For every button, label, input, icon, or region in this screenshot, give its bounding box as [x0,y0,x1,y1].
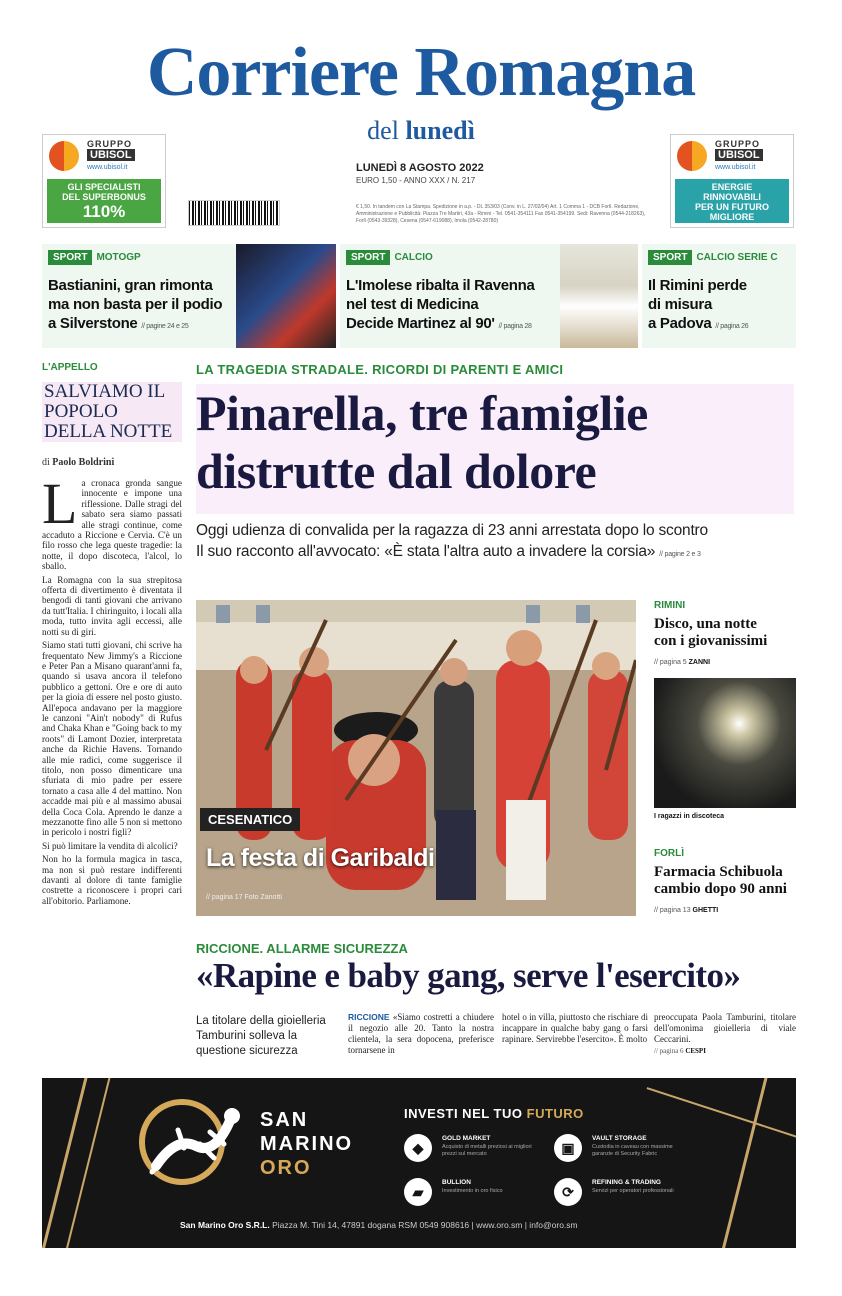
sport-headline-line: ma non basta per il podio [48,296,223,313]
sport-headline-line: Bastianini, gran rimonta [48,277,213,294]
ubisol-logo-icon [49,141,79,171]
gold-stripe [42,1078,92,1248]
bullion-icon: ▰ [404,1178,432,1206]
sport-headline-line: Il Rimini perde [648,277,747,294]
footer-contact: Piazza M. Tini 14, 47891 dogana RSM 0549 908616 | www.oro.sm | info@oro.sm [272,1220,578,1230]
barcode [188,200,280,226]
ubisol-group: GRUPPO [715,139,761,149]
brand-line: SAN [260,1109,309,1131]
riccione-kicker: RICCIONE. ALLARME SICUREZZA [196,941,408,956]
gold-stripe [59,1078,114,1248]
brand-line: ORO [260,1157,312,1179]
ubisol-line4: MIGLIORE [709,212,755,222]
riccione-col-1 [348,1012,494,1056]
dateline-label: RICCIONE [348,1012,390,1022]
title-line: con i giovanissimi [654,633,768,649]
masthead-sub-del: del [367,116,399,145]
ubisol-line1: ENERGIE [711,182,753,192]
page-ref: // pagina 13 [654,907,691,914]
deck-line: Il suo racconto all'avvocato: «È stata l'altra auto a invadere la corsia» [196,543,656,560]
title-line: cambio dopo 90 anni [654,881,787,897]
sport-headline-line: a Silverstone [48,315,138,332]
rimini-kicker: RIMINI [654,600,686,611]
sport-tag: SPORT [648,250,692,265]
san-marino-oro-ad[interactable] [42,1078,796,1248]
service-desc: Servizi per operatori professionali [592,1188,674,1194]
forli-kicker: FORLÌ [654,848,684,859]
sport-tag: SPORT [346,250,390,265]
page-ref: // pagina 6 [654,1047,684,1055]
headline-line: Pinarella, tre famiglie [196,385,648,441]
author: CESPI [685,1047,706,1055]
author: GHETTI [692,907,719,914]
invest-text: INVESTI NEL TUO [404,1106,523,1121]
ubisol-name: UBISOL [715,149,763,161]
vault-icon: ▣ [554,1134,582,1162]
issue-date: LUNEDÌ 8 AGOSTO 2022 [356,162,484,174]
service-title: VAULT STORAGE [592,1135,647,1142]
body-paragraph: a cronaca gronda sangue innocente e impone una riflessione. Dalle stragi del sabato sera siamo passati alle stragi continue, come accaduto a Riccione e Cervia. C'è un filo rosso che lega queste tragedie: la notte, il dopo discoteca, l'alcol, lo sballo. [42,478,182,572]
sport-category: CALCIO [394,252,433,263]
ubisol-line2: DEL SUPERBONUS [62,192,146,202]
ubisol-line3: PER UN FUTURO [695,202,769,212]
sport-page-ref: // pagina 26 [715,323,749,330]
ubisol-banner [675,179,789,223]
forli-page-ref [654,907,718,914]
ubisol-url: www.ubisol.it [87,164,128,171]
invest-future: FUTURO [526,1106,584,1121]
service-vault-storage [554,1134,714,1170]
ubisol-group: GRUPPO [87,139,133,149]
riccione-headline[interactable]: «Rapine e baby gang, serve l'esercito» [196,956,741,995]
appello-body [42,471,182,909]
gold-icon: ◆ [404,1134,432,1162]
ad-invest-heading [404,1106,584,1121]
service-title: BULLION [442,1179,471,1186]
sport-headline-line: di misura [648,296,712,313]
sport-headline-line: L'Imolese ribalta il Ravenna [346,277,535,294]
sport-category: CALCIO SERIE C [696,252,778,263]
service-desc: Investimento in oro fisico [442,1188,503,1194]
issue-price: EURO 1,50 - ANNO XXX / N. 217 [356,176,476,185]
sport-story-calcio[interactable] [340,244,638,348]
ubisol-line2: RINNOVABILI [703,192,761,202]
publisher-fine-print: € 1,50. In tandem con La Stampa. Spedizione in a.p. - DL 353/03 (Conv. in L. 27/02/04) Art. 1 Comma 1 - DCB Forlì. Redazione, Amministrazione e Pubblicità: Piazza Tre Martiri, 43a - Rimini - Tel. 0541-354111 Fax 0541-354199. Sedi: Ravenna (0544-218263), Forlì (0543-39328), Cesena (0547-619088), Imola (0542-28780) [356,204,646,224]
sport-headline [346,276,535,336]
body-paragraph: La Romagna con la sua strepitosa offerta di divertimento è diventata il bengodi di tanti giovani che arrivano da tutt'Italia. I chiringuito, i locali alla moda, tutto invita agli eccessi, alle notti su di giri. [42,574,182,637]
riccione-lead: La titolare della gioielleria Tamburini solleva la questione sicurezza [196,1015,326,1057]
masthead-title: Corriere Romagna [146,34,696,111]
sport-story-motogp[interactable] [42,244,336,348]
lead-headline[interactable] [196,384,794,514]
riccione-col-2: hotel o in villa, piuttosto che rischiare di incappare in qualche baby gang o farsi rapinare. Servirebbe l'esercito». È molto [502,1012,648,1044]
photo-credit: // pagina 17 Foto Zanotti [206,894,282,901]
photo-title[interactable]: La festa di Garibaldi [206,844,435,872]
body-text: preoccupata Paola Tamburini, titolare dell'omonima gioielleria di viale Ceccarini. [654,1012,796,1044]
service-bullion [404,1178,564,1214]
forli-title[interactable] [654,864,798,898]
ad-brand [260,1108,353,1180]
rimini-title[interactable] [654,616,798,650]
service-gold-market [404,1134,564,1170]
sport-headline-line: nel test di Medicina [346,296,479,313]
title-line: Farmacia Schibuola [654,864,783,880]
ubisol-ad-right[interactable] [670,134,794,228]
ubisol-ad-left[interactable] [42,134,166,228]
ubisol-line1: GLI SPECIALISTI [67,182,141,192]
ubisol-big: 110% [82,202,126,221]
lead-page-ref: // pagine 2 e 3 [659,551,701,558]
disco-photo [654,678,796,808]
service-title: REFINING & TRADING [592,1179,661,1186]
byline-prefix: di [42,457,50,468]
body-paragraph: Non ho la formula magica in tasca, ma non si può restare indifferenti davanti al dolore di tante famiglie costrette a riconoscere i propri cari all'obitorio. Parliamone. [42,854,182,906]
sport-headline [48,276,222,336]
service-desc: Acquisto di metalli preziosi ai migliori prezzi sul mercato [442,1144,532,1157]
lead-kicker: LA TRAGEDIA STRADALE. RICORDI DI PARENTI E AMICI [196,362,564,377]
ubisol-banner [47,179,161,223]
sport-headline [648,276,748,336]
service-title: GOLD MARKET [442,1135,491,1142]
sport-category: MOTOGP [96,252,141,263]
title-line: Disco, una notte [654,616,757,632]
sport-story-serie-c[interactable] [642,244,796,348]
ubisol-name: UBISOL [87,149,135,161]
service-refining [554,1178,714,1214]
sport-page-ref: // pagina 28 [498,323,532,330]
gold-stripe [715,1078,771,1248]
body-text: «Siamo costretti a chiudere il negozio alle 20. Tanto la nostra clientela, la sera dopocena, preferisce tornarsene in [348,1012,495,1055]
brand-line: MARINO [260,1133,354,1155]
appello-kicker: L'APPELLO [42,362,98,373]
appello-byline [42,457,114,468]
calcio-photo [560,244,638,348]
dropcap: L [42,471,78,536]
sport-headline-line: a Padova [648,315,712,332]
refining-icon: ⟳ [554,1178,582,1206]
service-desc: Custodia in caveau con massime garanzie di Security Fabric [592,1144,673,1157]
motogp-photo [236,244,336,348]
sport-headline-line: Decide Martinez al 90' [346,315,495,332]
headline-line: distrutte dal dolore [196,443,597,499]
author: ZANNI [688,659,711,666]
riccione-col-3 [654,1012,796,1057]
gecko-logo-icon [136,1096,246,1196]
body-paragraph: Siamo stati tutti giovani, chi scrive ha frequentato New Jimmy's a Riccione e Peter Pan a Misano quarant'anni fa, quando si usava ancora il telefono pubblico a gettoni. Ore e ore di auto per la gioia di essere nel posto giusto. All'epoca andavano per la maggiore le canzoni "Ain't nobody" di Rufus and Chaka Khan e "Going back to my roots" di Lamont Dozier, interpretata anche da Richie Havens. Tornando alle mie radici, come suggerisce il titolo, non posso dimenticare una sfuriata di mio padre per essere tornato a casa alle 4 del mattino. Non accadde mai più e al massimo abusai della Coca Cola. Aprendo le danze a mezzanotte fino alle 5 non si mettono in pericolo i nostri figli? [42,640,182,838]
ubisol-url: www.ubisol.it [715,164,756,171]
photo-location-tag: CESENATICO [200,808,300,831]
masthead-sub-lunedi: lunedì [405,116,475,145]
page-ref: // pagina 5 [654,659,687,666]
footer-company: San Marino Oro S.R.L. [180,1220,270,1230]
sport-page-ref: // pagine 24 e 25 [141,323,189,330]
ad-footer [180,1220,578,1230]
ubisol-logo-icon [677,141,707,171]
body-paragraph: Si può limitare la vendita di alcolici? [42,840,178,851]
byline-author: Paolo Boldrini [52,457,115,468]
appello-title[interactable]: SALVIAMO IL POPOLO DELLA NOTTE [42,382,182,442]
lead-deck [196,520,796,565]
sport-tag: SPORT [48,250,92,265]
deck-line: Oggi udienza di convalida per la ragazza di 23 anni arrestata dopo lo scontro [196,522,708,539]
rimini-page-ref [654,659,710,666]
disco-caption: I ragazzi in discoteca [654,813,725,820]
